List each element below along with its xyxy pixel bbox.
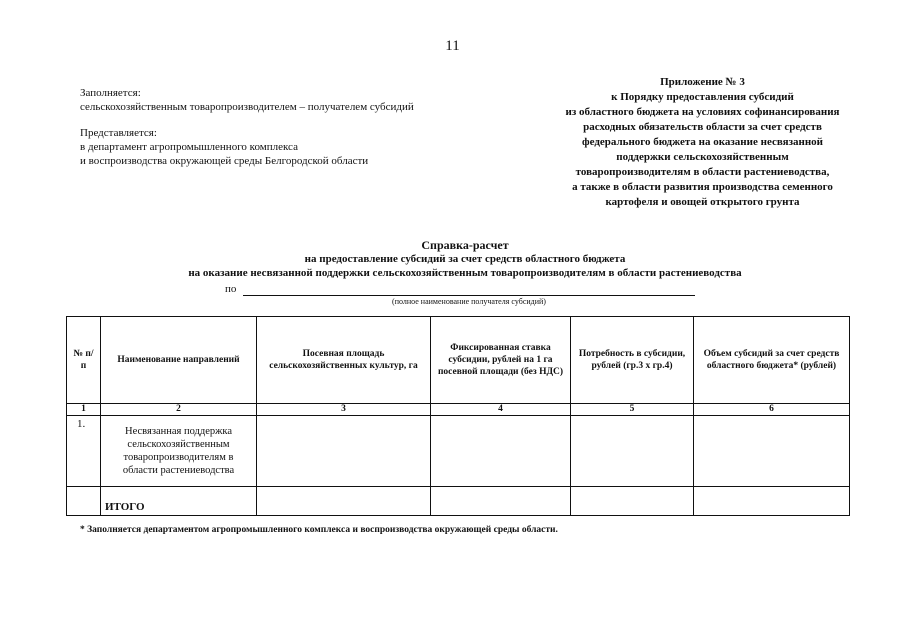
regional-budget-cell[interactable] (694, 416, 850, 487)
column-number: 4 (431, 404, 571, 416)
title-line-3: на оказание несвязанной поддержки сельскохозяйственным товаропроизводителям в области растениеводства (188, 267, 742, 279)
total-label: ИТОГО (101, 487, 257, 516)
table-row (67, 416, 850, 487)
appendix-line: к Порядку предоставления субсидий (611, 91, 794, 103)
column-number: 3 (257, 404, 431, 416)
footnote: * Заполняется департаментом агропромышленного комплекса и воспроизводства окружающей среды области. (80, 525, 558, 535)
header-cell: Фиксированная ставка субсидии, рублей на 1 га посевной площади (без НДС) (431, 317, 571, 404)
total-subsidy-need-cell[interactable] (571, 487, 694, 516)
total-index-cell (67, 487, 101, 516)
recipient-label: по (225, 283, 237, 295)
appendix-line: из областного бюджета на условиях софинансирования (565, 106, 840, 118)
header-cell: Объем субсидий за счет средств областного бюджета* (рублей) (694, 317, 850, 404)
recipient-name-field[interactable] (243, 295, 695, 296)
subsidy-need-cell[interactable] (571, 416, 694, 487)
submission-info (80, 86, 414, 168)
column-number: 1 (67, 404, 101, 416)
column-number: 2 (101, 404, 257, 416)
page-number: 11 (445, 38, 460, 54)
document-title (80, 238, 850, 280)
recipient-caption: (полное наименование получателя субсидий) (392, 297, 546, 306)
appendix-line: Приложение № 3 (660, 76, 745, 88)
appendix-line: расходных обязательств области за счет средств (583, 121, 822, 133)
total-fixed-rate-cell[interactable] (431, 487, 571, 516)
header-cell: № п/п (67, 317, 101, 404)
column-number-row (67, 404, 850, 416)
submitted-to-line-1: в департамент агропромышленного комплекса (80, 141, 298, 153)
row-name: Несвязанная поддержка сельскохозяйственным товаропроизводителям в области растениеводства (101, 416, 257, 487)
appendix-header (540, 75, 865, 210)
header-cell: Потребность в субсидии, рублей (гр.3 х гр.4) (571, 317, 694, 404)
filled-by: сельскохозяйственным товаропроизводителем – получателем субсидий (80, 101, 414, 113)
column-number: 5 (571, 404, 694, 416)
title-main: Справка-расчет (421, 238, 509, 252)
title-line-2: на предоставление субсидий за счет средств областного бюджета (304, 253, 626, 265)
row-index: 1. (67, 416, 101, 487)
total-row (67, 487, 850, 516)
calculation-table (66, 316, 850, 516)
appendix-line: федерального бюджета на оказание несвязанной (581, 136, 824, 148)
total-sown-area-cell[interactable] (257, 487, 431, 516)
appendix-line: товаропроизводителям в области растениеводства, (575, 166, 830, 178)
appendix-line: картофеля и овощей открытого грунта (605, 196, 800, 208)
submitted-to-line-2: и воспроизводства окружающей среды Белгородской области (80, 155, 369, 167)
total-regional-budget-cell[interactable] (694, 487, 850, 516)
header-cell: Посевная площадь сельскохозяйственных культур, га (257, 317, 431, 404)
appendix-line: а также в области развития производства семенного (572, 181, 833, 193)
table-header-row (67, 317, 850, 404)
fixed-rate-cell[interactable] (431, 416, 571, 487)
column-number: 6 (694, 404, 850, 416)
submitted-label: Представляется: (80, 127, 157, 139)
filled-label: Заполняется: (80, 87, 141, 99)
appendix-line: поддержки сельскохозяйственным (616, 151, 789, 163)
header-cell: Наименование направлений (101, 317, 257, 404)
sown-area-cell[interactable] (257, 416, 431, 487)
